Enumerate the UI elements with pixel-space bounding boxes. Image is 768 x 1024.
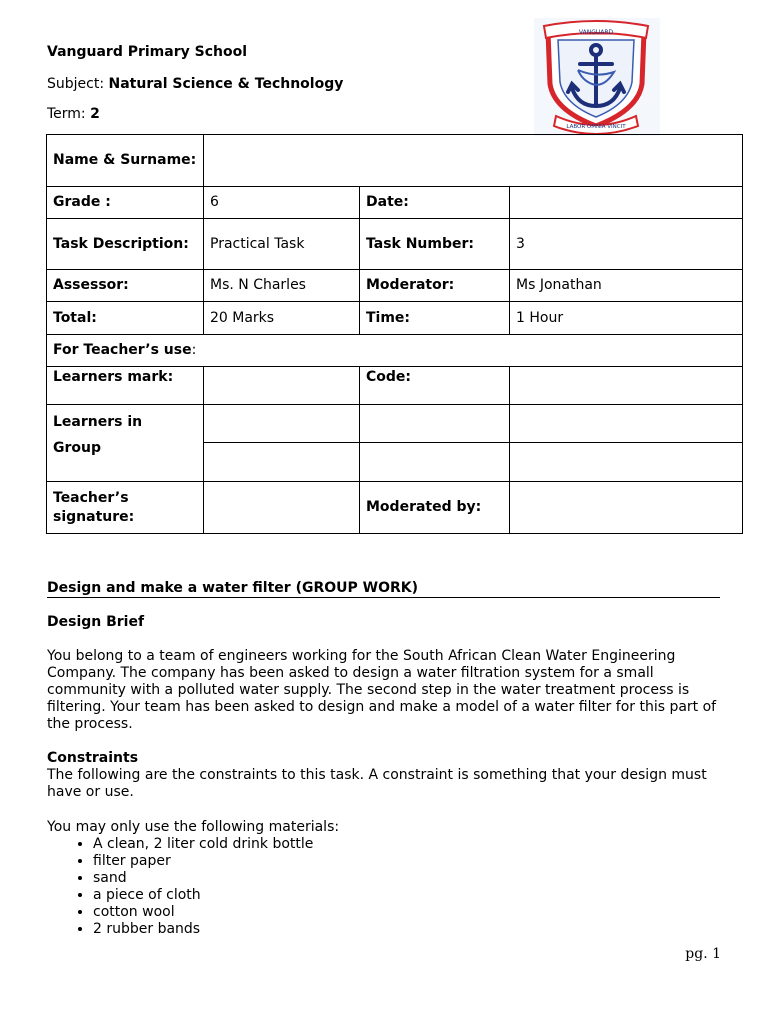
logo-motto-text: LABOR OMNIA VINCIT: [566, 124, 626, 130]
constraints-heading: Constraints: [47, 750, 139, 766]
task-title: Design and make a water filter (GROUP WORK): [47, 580, 720, 598]
teacher-signature-label: Teacher’s signature:: [47, 482, 204, 534]
group-field-1b[interactable]: [360, 405, 510, 443]
subject-line: [47, 75, 343, 93]
moderated-by-label: Moderated by:: [360, 482, 510, 534]
grade-value: 6: [204, 187, 360, 219]
school-crest-logo: [534, 18, 660, 136]
task-number-value: 3: [510, 219, 743, 270]
task-description-label: Task Description:: [47, 219, 204, 270]
learners-in-group-line-2: Group: [53, 440, 102, 456]
group-field-1c[interactable]: [510, 405, 743, 443]
term-line: [47, 105, 100, 123]
teacher-use-heading: [47, 335, 743, 367]
assessor-value: Ms. N Charles: [204, 270, 360, 302]
table-row: [47, 335, 743, 367]
list-item: • A clean, 2 liter cold drink bottle: [93, 836, 313, 853]
table-row: [47, 187, 743, 219]
list-item: • 2 rubber bands: [93, 921, 313, 938]
list-item: • sand: [93, 870, 313, 887]
term-value: 2: [90, 106, 100, 122]
group-field-2a[interactable]: [204, 443, 360, 482]
moderator-value: Ms Jonathan: [510, 270, 743, 302]
table-row: [47, 270, 743, 302]
table-row: [47, 302, 743, 335]
name-surname-label: Name & Surname:: [47, 135, 204, 187]
time-value: 1 Hour: [510, 302, 743, 335]
page-number: pg. 1: [685, 946, 721, 962]
table-row: [47, 482, 743, 534]
list-item: • cotton wool: [93, 904, 313, 921]
constraints-text: The following are the constraints to this task. A constraint is something that your design must have or use.: [47, 767, 707, 800]
learners-mark-label: Learners mark:: [47, 367, 204, 405]
school-name: Vanguard Primary School: [47, 44, 248, 60]
assessment-info-table: [46, 134, 743, 534]
table-row: [47, 367, 743, 405]
group-field-2c[interactable]: [510, 443, 743, 482]
learners-mark-field[interactable]: [204, 367, 360, 405]
list-item: • filter paper: [93, 853, 313, 870]
teacher-signature-field[interactable]: [204, 482, 360, 534]
materials-list: [47, 836, 313, 938]
name-surname-field[interactable]: [204, 135, 743, 187]
subject-label: Subject:: [47, 76, 109, 92]
table-row: [47, 135, 743, 187]
group-field-1a[interactable]: [204, 405, 360, 443]
moderator-label: Moderator:: [360, 270, 510, 302]
group-field-2b[interactable]: [360, 443, 510, 482]
table-row: [47, 405, 743, 443]
grade-label: Grade :: [47, 187, 204, 219]
date-field[interactable]: [510, 187, 743, 219]
teacher-use-label: For Teacher’s use: [53, 342, 192, 358]
design-brief-text: You belong to a team of engineers working for the South African Clean Water Engineering Company. The company has been asked to design a water filtration system for a small community with a polluted water supply. The second step in the water treatment process is filtering. Your team has been asked to design and make a model of a water filter for this part of the process.: [47, 648, 717, 732]
total-label: Total:: [47, 302, 204, 335]
code-label: Code:: [360, 367, 510, 405]
task-number-label: Task Number:: [360, 219, 510, 270]
task-description-value: Practical Task: [204, 219, 360, 270]
date-label: Date:: [360, 187, 510, 219]
list-item: • a piece of cloth: [93, 887, 313, 904]
design-brief-heading: Design Brief: [47, 614, 145, 630]
code-field[interactable]: [510, 367, 743, 405]
term-label: Term:: [47, 106, 91, 122]
time-label: Time:: [360, 302, 510, 335]
subject-value: Natural Science & Technology: [108, 76, 344, 92]
moderated-by-field[interactable]: [510, 482, 743, 534]
materials-intro: You may only use the following materials:: [47, 819, 340, 835]
teacher-use-colon: :: [191, 342, 197, 358]
table-row: [47, 219, 743, 270]
learners-in-group-line-1: Learners in: [53, 414, 143, 430]
learners-in-group-label: [47, 405, 204, 482]
assessor-label: Assessor:: [47, 270, 204, 302]
total-value: 20 Marks: [204, 302, 360, 335]
logo-banner-text: VANGUARD: [578, 29, 614, 36]
